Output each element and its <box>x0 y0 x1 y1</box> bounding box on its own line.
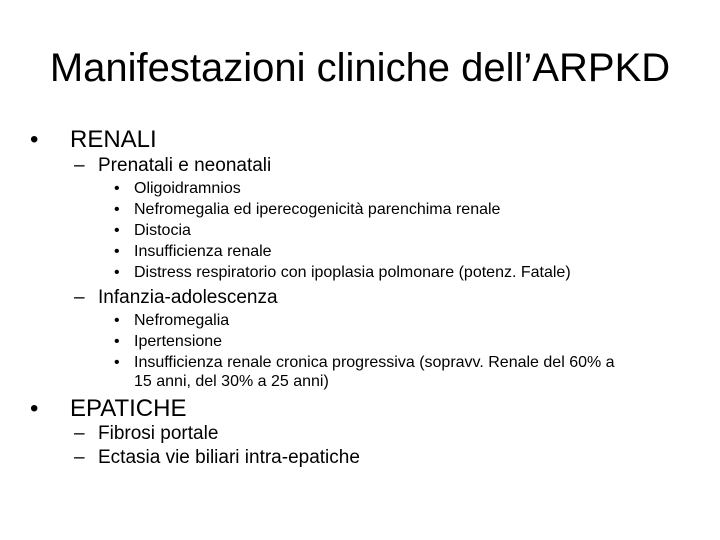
subsection-fibrosi <box>74 423 218 445</box>
dash: – <box>74 447 85 468</box>
slide-title: Manifestazioni cliniche dell’ARPKD <box>49 46 671 90</box>
subsection-label: Fibrosi portale <box>98 423 219 444</box>
subsection-ectasia <box>74 447 360 469</box>
list-item: • Distress respiratorio con ipoplasia polmonare (potenz. Fatale) <box>114 264 571 281</box>
subsection-infanzia <box>74 287 278 309</box>
subsection-label: Infanzia-adolescenza <box>98 287 278 308</box>
list-item: • Nefromegalia ed iperecogenicità parenchima renale <box>114 201 501 218</box>
dash: – <box>74 423 85 444</box>
list-item: • Ipertensione <box>114 333 223 350</box>
section-label: RENALI <box>70 126 157 153</box>
list-item: • Distocia <box>114 222 191 239</box>
dash: – <box>74 155 85 176</box>
section-renali <box>30 126 157 154</box>
list-item: • Insufficienza renale cronica progressiva (sopravv. Renale del 60% a <box>114 354 615 371</box>
list-item: • Insufficienza renale <box>114 243 272 260</box>
list-item-continuation: 15 anni, del 30% a 25 anni) <box>134 373 329 390</box>
subsection-prenatali <box>74 155 271 177</box>
bullet: • <box>30 395 39 422</box>
list-item: • Nefromegalia <box>114 312 230 329</box>
subsection-label: Ectasia vie biliari intra-epatiche <box>98 447 360 468</box>
list-item: • Oligoidramnios <box>114 180 241 197</box>
dash: – <box>74 287 85 308</box>
subsection-label: Prenatali e neonatali <box>98 155 272 176</box>
bullet: • <box>30 126 39 153</box>
section-epatiche <box>30 395 186 423</box>
section-label: EPATICHE <box>70 395 187 422</box>
